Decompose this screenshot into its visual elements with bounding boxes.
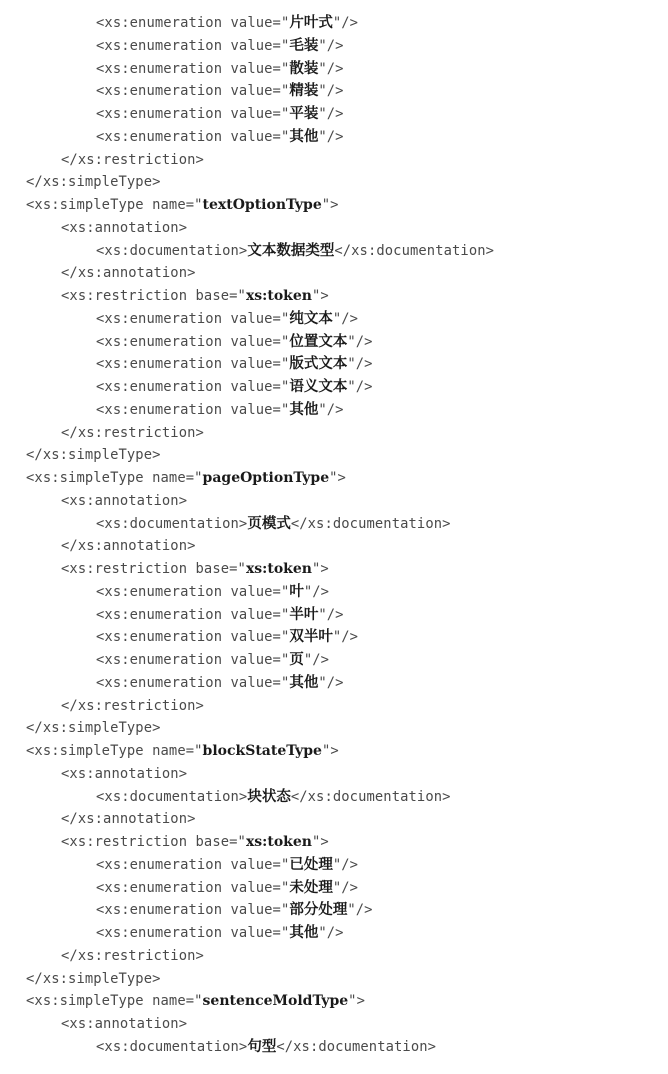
code-text: <xs:annotation>: [61, 492, 188, 509]
code-text: </xs:simpleType>: [26, 447, 161, 464]
code-line: <xs:enumeration value="未处理"/>: [96, 878, 359, 896]
code-line: <xs:enumeration value="其他"/>: [96, 673, 344, 691]
code-line: <xs:enumeration value="双半叶"/>: [96, 628, 359, 646]
restriction-base: xs:token: [245, 561, 312, 577]
code-line: <xs:enumeration value="精装"/>: [96, 82, 344, 100]
enum-value: 其他: [289, 924, 319, 941]
code-line: <xs:enumeration value="已处理"/>: [96, 855, 359, 873]
code-line: <xs:enumeration value="片叶式"/>: [96, 14, 359, 31]
documentation-text: 句型: [247, 1037, 277, 1055]
code-text: </xs:simpleType>: [26, 720, 161, 737]
code-line: <xs:simpleType name="pageOptionType">: [26, 470, 346, 486]
enum-value: 其他: [289, 127, 319, 145]
code-text: <xs:annotation>: [61, 219, 188, 236]
code-line: <xs:documentation>块状态</xs:documentation>: [96, 787, 451, 805]
code-line: <xs:enumeration value="页"/>: [96, 651, 330, 668]
enum-value: 位置文本: [289, 332, 348, 350]
code-line: <xs:enumeration value="部分处理"/>: [96, 901, 373, 919]
code-text: </xs:simpleType>: [26, 174, 161, 191]
code-line: [26, 149, 668, 172]
code-line: <xs:simpleType name="textOptionType">: [26, 197, 339, 213]
code-line: [26, 763, 668, 786]
enum-value: 半叶: [289, 605, 319, 623]
code-line: <xs:enumeration value="半叶"/>: [96, 605, 344, 623]
code-line: <xs:enumeration value="其他"/>: [96, 924, 344, 941]
enum-value: 页: [289, 651, 304, 668]
enum-value: 语义文本: [289, 378, 348, 395]
code-line: [26, 808, 668, 831]
code-line: <xs:documentation>文本数据类型</xs:documentation>: [96, 241, 495, 259]
code-line: <xs:enumeration value="毛装"/>: [96, 36, 344, 54]
code-line: <xs:documentation>页模式</xs:documentation>: [96, 514, 451, 532]
xml-schema-listing: [26, 12, 668, 1059]
restriction-base: xs:token: [245, 288, 312, 304]
type-name: textOptionType: [202, 197, 322, 213]
code-line: [26, 695, 668, 718]
code-text: </xs:annotation>: [61, 265, 196, 282]
code-text: </xs:simpleType>: [26, 970, 161, 987]
code-text: </xs:restriction>: [61, 697, 204, 714]
enum-value: 叶: [289, 582, 304, 600]
code-line: <xs:restriction base="xs:token">: [61, 288, 329, 304]
code-line: [26, 1013, 668, 1036]
code-line: <xs:restriction base="xs:token">: [61, 561, 329, 577]
type-name: blockStateType: [202, 743, 322, 759]
enum-value: 片叶式: [289, 14, 333, 31]
code-text: <xs:annotation>: [61, 765, 188, 782]
code-line: [26, 717, 668, 740]
code-line: <xs:enumeration value="版式文本"/>: [96, 355, 373, 373]
code-line: [26, 422, 668, 445]
code-line: <xs:enumeration value="叶"/>: [96, 582, 330, 600]
code-text: </xs:restriction>: [61, 947, 204, 964]
code-line: [26, 444, 668, 467]
code-line: [26, 262, 668, 285]
code-line: <xs:enumeration value="位置文本"/>: [96, 332, 373, 350]
code-line: [26, 968, 668, 991]
documentation-text: 文本数据类型: [247, 241, 335, 259]
code-line: <xs:enumeration value="散装"/>: [96, 59, 344, 77]
type-name: pageOptionType: [202, 470, 330, 486]
restriction-base: xs:token: [245, 834, 312, 850]
code-line: [26, 171, 668, 194]
enum-value: 其他: [289, 400, 319, 418]
code-line: <xs:documentation>句型</xs:documentation>: [96, 1037, 437, 1055]
code-line: <xs:simpleType name="sentenceMoldType">: [26, 993, 365, 1010]
code-text: </xs:annotation>: [61, 538, 196, 555]
enum-value: 平装: [289, 105, 319, 122]
code-text: </xs:restriction>: [61, 424, 204, 441]
code-line: <xs:simpleType name="blockStateType">: [26, 743, 339, 759]
documentation-text: 页模式: [247, 514, 291, 532]
code-line: [26, 535, 668, 558]
type-name: sentenceMoldType: [202, 993, 349, 1010]
code-line: <xs:restriction base="xs:token">: [61, 834, 329, 850]
code-line: [26, 945, 668, 968]
code-text: </xs:restriction>: [61, 151, 204, 168]
code-line: [26, 217, 668, 240]
code-line: <xs:enumeration value="语义文本"/>: [96, 378, 373, 395]
enum-value: 未处理: [289, 878, 333, 896]
enum-value: 毛装: [289, 36, 319, 54]
code-line: <xs:enumeration value="纯文本"/>: [96, 309, 359, 327]
code-line: <xs:enumeration value="其他"/>: [96, 400, 344, 418]
enum-value: 其他: [289, 673, 319, 691]
code-text: </xs:annotation>: [61, 811, 196, 828]
documentation-text: 块状态: [247, 787, 291, 805]
enum-value: 版式文本: [289, 355, 348, 373]
enum-value: 双半叶: [289, 628, 333, 646]
enum-value: 已处理: [289, 855, 333, 873]
code-line: [26, 490, 668, 513]
enum-value: 散装: [289, 59, 319, 77]
code-line: <xs:enumeration value="平装"/>: [96, 105, 344, 122]
enum-value: 纯文本: [289, 309, 333, 327]
enum-value: 精装: [289, 82, 319, 100]
code-text: <xs:annotation>: [61, 1016, 188, 1032]
enum-value: 部分处理: [289, 901, 348, 919]
code-line: <xs:enumeration value="其他"/>: [96, 127, 344, 145]
